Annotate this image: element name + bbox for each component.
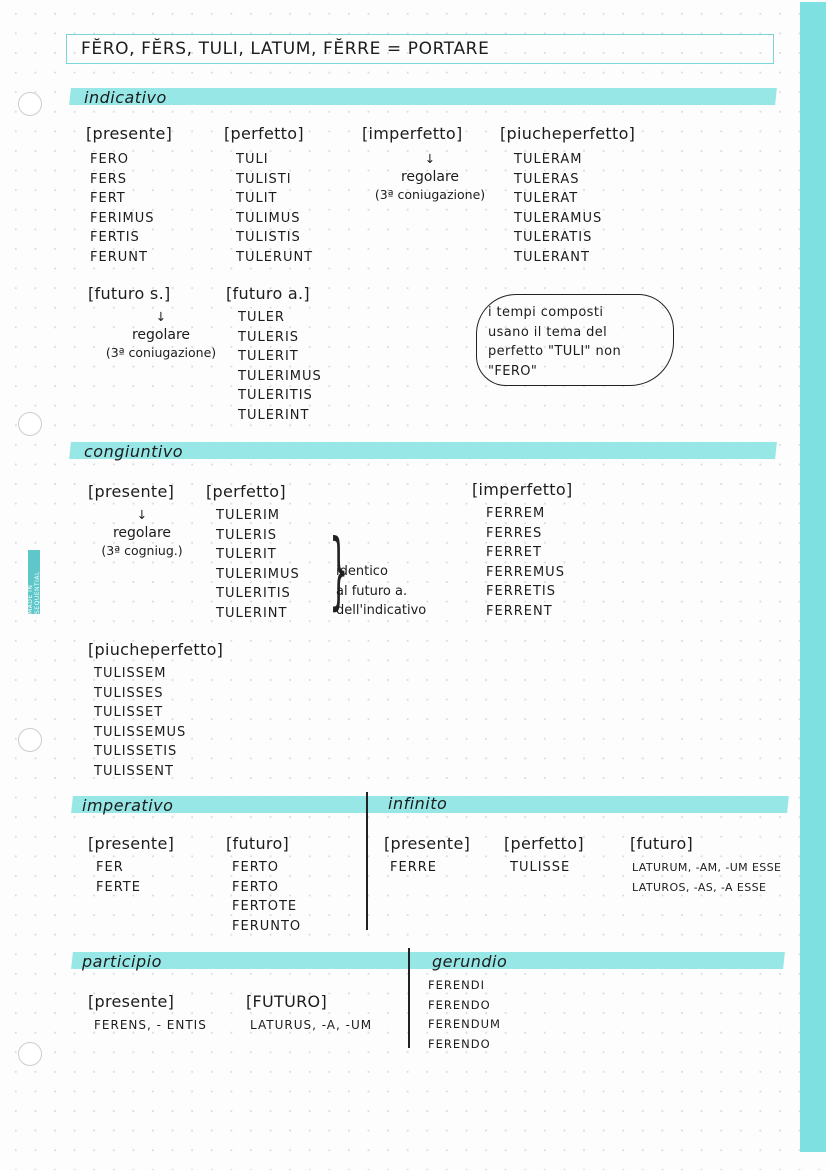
form-item: FERRE [390,860,437,875]
brace-note: identico al futuro a. dell'indicativo [336,564,427,619]
form-item: TULERINT [216,605,288,621]
binder-hole [18,728,42,752]
form-item: FERS [90,170,155,190]
section-participio: participio [82,952,162,971]
heading-presente: [presente] [384,834,471,853]
forms-infinito-presente [390,858,437,878]
form-item: FERUNT [90,249,148,265]
note-futuro-s: ↓ regolare (3ª coniugazione) [96,308,226,362]
form-item: TULERAM [514,152,583,167]
form-item: FERRETIS [486,582,565,602]
heading-presente: [presente] [88,992,175,1011]
form-item: FERO [90,152,129,167]
form-item: FERT [90,189,155,209]
divider [408,948,410,1048]
forms-congiuntivo-piucheperfetto [94,664,186,782]
heading-piucheperfetto: [piucheperfetto] [88,640,224,659]
section-infinito: infinito [388,794,448,813]
page-edge-strip [800,2,826,1152]
form-item: FERENDO [428,997,491,1012]
heading-futuro: [FUTURO] [246,992,327,1011]
form-item: TULERIMUS [216,566,300,582]
heading-imperfetto: [imperfetto] [472,480,573,499]
form-item: FERREM [486,504,565,524]
form-item: TULISSEMUS [94,724,187,740]
forms-gerundio [428,976,501,1054]
form-item: TULI [236,152,269,167]
form-item: LATURUS, -A, -UM [250,1018,373,1032]
heading-presente: [presente] [88,834,175,853]
page-title [66,34,774,64]
heading-presente: [presente] [88,482,175,501]
heading-futuro: [futuro] [226,834,290,853]
heading-perfetto: [perfetto] [504,834,584,853]
form-item: FERUNTO [232,918,302,934]
brace-icon: } [329,521,349,619]
forms-infinito-perfetto [510,858,570,878]
bubble-note: i tempi composti usano il tema del perfetto "TULI" non "FERO" [488,305,622,379]
forms-perfetto [236,150,313,268]
form-item: LATUROS, -AS, -A ESSE [632,880,767,894]
heading-perfetto: [perfetto] [224,124,304,143]
form-item: TULERAS [514,171,580,187]
form-item: FERTE [96,878,141,898]
form-item: FERENDUM [428,1017,501,1032]
form-item: TULIMUS [236,210,301,226]
note-congiuntivo-presente: ↓ regolare (3ª cogniug.) [92,506,192,560]
forms-imperativo-futuro [232,858,301,936]
form-item: FERENS, - ENTIS [94,1018,207,1032]
form-item: TULISSES [94,685,164,701]
form-item: TULISSEM [94,666,167,681]
arrow-down-icon: ↓ [424,151,436,166]
form-item: TULISTI [236,171,292,187]
form-item: TULERAT [514,191,579,207]
forms-presente [90,150,155,268]
form-item: TULERITIS [238,388,313,404]
form-item: FERENDI [428,978,485,992]
form-item: TULISSETIS [94,744,178,760]
forms-infinito-futuro [632,858,781,897]
form-item: TULERIMUS [238,368,322,384]
form-item: TULERIS [238,329,300,345]
form-item: TULERANT [514,249,590,265]
heading-presente: [presente] [86,124,173,143]
form-item: TULISSENT [94,763,174,779]
forms-participio-futuro [250,1016,372,1036]
form-item: TULERUNT [236,249,314,265]
section-indicativo: indicativo [84,88,167,107]
form-item: TULERINT [238,407,310,423]
form-item: FERREMUS [486,563,565,583]
binder-hole [18,92,42,116]
form-item: FERRET [486,543,565,563]
arrow-down-icon: ↓ [155,309,167,324]
section-band [69,88,777,105]
form-item: FERTOTE [232,897,301,917]
form-item: TULERIT [216,547,277,563]
section-gerundio: gerundio [432,952,508,971]
forms-congiuntivo-imperfetto [486,504,565,622]
form-item: FERENDO [428,1036,491,1051]
form-item: TULISSET [94,705,164,721]
heading-piucheperfetto: [piucheperfetto] [500,124,636,143]
form-item: TULERATIS [514,230,593,246]
forms-participio-presente [94,1016,207,1036]
binder-hole [18,412,42,436]
form-item: FER [96,860,124,875]
form-item: FERTIS [90,228,155,248]
heading-futuro: [futuro] [630,834,694,853]
title-text: FĔRO, FĔRS, TULI, LATUM, FĔRRE = PORTARE [81,39,490,59]
forms-futuro-a [238,308,322,426]
form-item: TULISSE [510,860,571,875]
note-imperfetto: ↓ regolare (3ª coniugazione) [368,150,492,204]
form-item: TULIT [236,191,278,207]
form-item: TULERAMUS [514,210,603,226]
form-item: TULERITIS [216,586,291,602]
heading-futuro-s: [futuro s.] [88,284,171,303]
form-item: TULISTIS [236,230,301,246]
form-item: FERTO [232,879,279,895]
divider [366,792,368,930]
form-item: TULERIM [216,508,280,523]
form-item: LATURUM, -AM, -UM ESSE [632,861,782,874]
heading-futuro-a: [futuro a.] [226,284,310,303]
brand-logo: MADE IN SEQUENTIAL [28,550,40,614]
form-item: TULERIT [238,349,299,365]
form-item: TULER [238,310,285,325]
section-imperativo: imperativo [82,796,174,815]
binder-hole [18,1042,42,1066]
forms-imperativo-presente [96,858,141,897]
form-item: FERIMUS [90,210,155,226]
form-item: TULERIS [216,527,278,543]
section-band [71,952,785,969]
forms-piucheperfetto [514,150,602,268]
arrow-down-icon: ↓ [136,507,148,522]
form-item: FERRES [486,524,565,544]
forms-congiuntivo-perfetto [216,506,300,624]
form-item: FERTO [232,858,301,878]
section-congiuntivo: congiuntivo [84,442,184,461]
form-item: FERRENT [486,602,565,622]
heading-perfetto: [perfetto] [206,482,286,501]
heading-imperfetto: [imperfetto] [362,124,463,143]
